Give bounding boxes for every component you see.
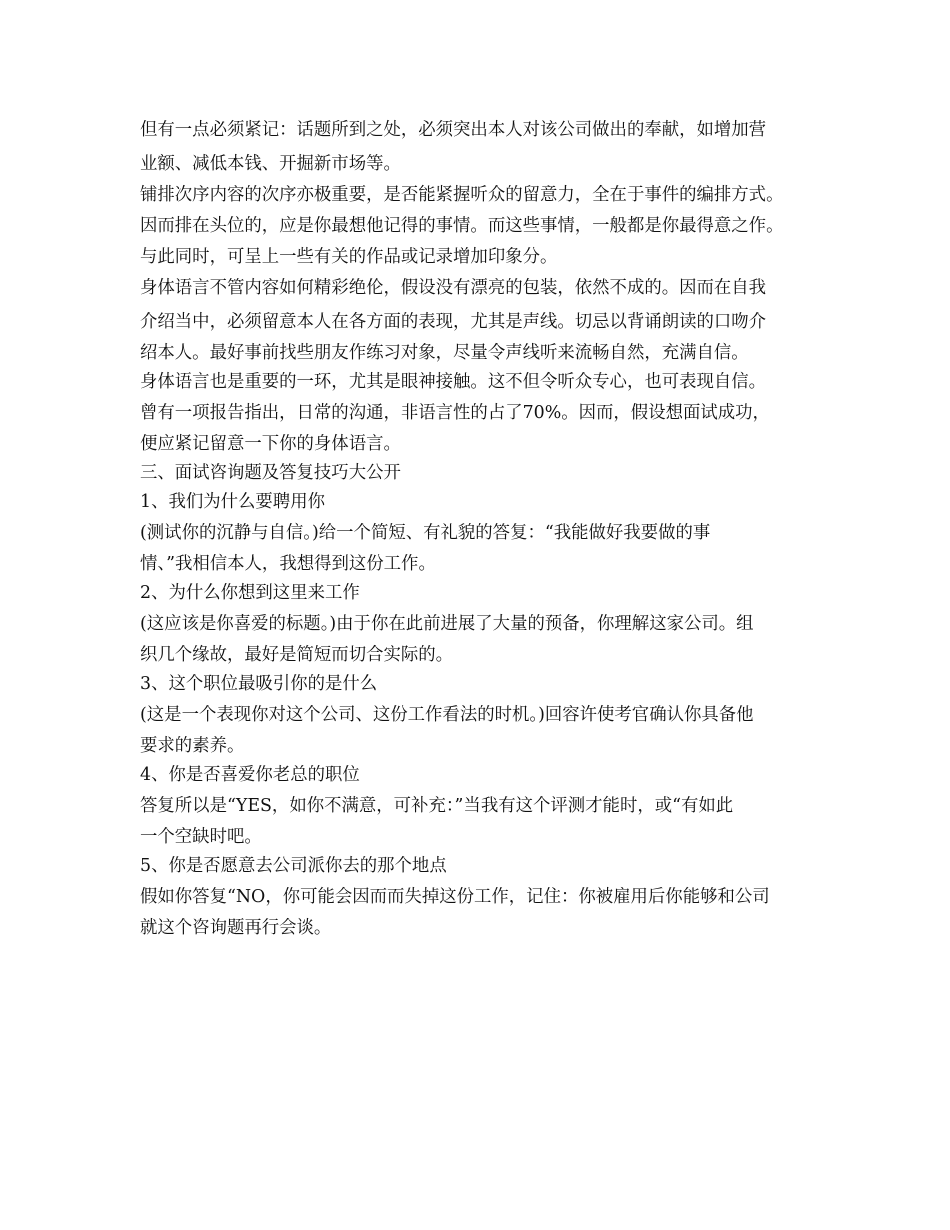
- paragraph-line: 曾有一项报告指出，日常的沟通，非语言性的占了70%。因而，假设想面试成功，: [140, 402, 770, 423]
- paragraph-line: 身体语言也是重要的一环，尤其是眼神接触。这不但令听众专心，也可表现自信。: [140, 371, 767, 392]
- paragraph-line: 与此同时，可呈上一些有关的作品或记录增加印象分。: [140, 247, 558, 268]
- answer-line: 要求的素养。: [140, 736, 245, 757]
- question-heading: 1、我们为什么要聘用你: [140, 491, 325, 512]
- paragraph-line: 铺排次序内容的次序亦极重要，是否能紧握听众的留意力，全在于事件的编排方式。: [140, 185, 784, 205]
- section-heading: 三、面试咨询题及答复技巧大公开: [140, 462, 401, 483]
- answer-line: 就这个咨询题再行会谈。: [140, 918, 332, 939]
- paragraph-line: 介绍当中，必须留意本人在各方面的表现，尤其是声线。切忌以背诵朗读的口吻介: [140, 311, 767, 332]
- answer-line: 情、”我相信本人，我想得到这份工作。: [140, 554, 436, 575]
- paragraph-line: 绍本人。最好事前找些朋友作练习对象，尽量令声线听来流畅自然，充满自信。: [140, 343, 749, 364]
- paragraph-line: 因而排在头位的，应是你最想他记得的事情。而这些事情，一般都是你最得意之作。: [140, 215, 784, 236]
- question-heading: 4、你是否喜爱你老总的职位: [140, 765, 360, 786]
- answer-line: (测试你的沉静与自信。)给一个简短、有礼貌的答复：“我能做好我要做的事: [140, 522, 711, 543]
- answer-line: 织几个缘故，最好是简短而切合实际的。: [140, 645, 454, 666]
- paragraph-line: 但有一点必须紧记：话题所到之处，必须突出本人对该公司做出的奉献，如增加营: [140, 120, 767, 140]
- document-body: [140, 114, 830, 943]
- question-heading: 5、你是否愿意去公司派你去的那个地点: [140, 856, 447, 877]
- answer-line: (这应该是你喜爱的标题。)由于你在此前进展了大量的预备，你理解这家公司。组: [140, 613, 754, 634]
- paragraph-line: 便应紧记留意一下你的身体语言。: [140, 434, 401, 455]
- question-heading: 2、为什么你想到这里来工作: [140, 582, 360, 603]
- answer-line: 假如你答复“NO，你可能会因而而失掉这份工作，记住：你被雇用后你能够和公司: [140, 886, 770, 907]
- question-heading: 3、这个职位最吸引你的是什么: [140, 673, 378, 694]
- paragraph-line: 业额、减低本钱、开掘新市场等。: [140, 153, 401, 174]
- paragraph-line: 身体语言不管内容如何精彩绝伦，假设没有漂亮的包装，依然不成的。因而在自我: [140, 278, 767, 299]
- answer-line: 答复所以是“YES，如你不满意，可补充：”当我有这个评测才能时，或“有如此: [140, 795, 734, 816]
- answer-line: (这是一个表现你对这个公司、这份工作看法的时机。)回容许使考官确认你具备他: [140, 704, 754, 725]
- answer-line: 一个空缺时吧。: [140, 827, 262, 848]
